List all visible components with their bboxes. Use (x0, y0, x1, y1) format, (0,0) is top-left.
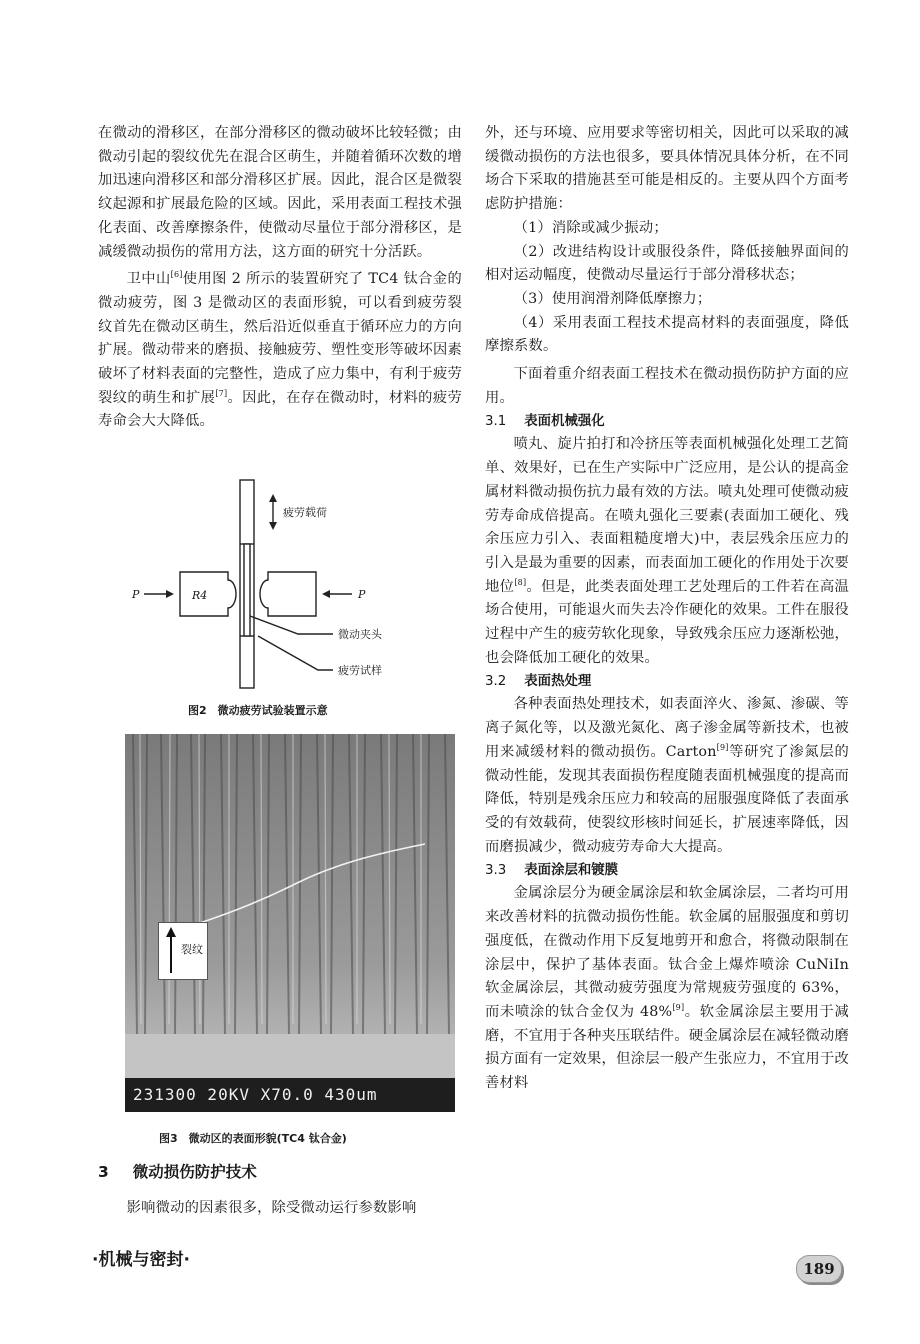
subsection-heading-3-1 (485, 410, 849, 433)
text-run: 。软金属涂层主要用于减磨，不宜用于各种夹压联结件。硬金属涂层在减轻微动磨损方面有一定效果，但涂层一般产生张应力，不宜用于改善材料 (485, 1003, 849, 1092)
section-number: 3 (98, 1163, 109, 1181)
text-run: 使用图 2 所示的装置研究了 TC4 钛合金的微动疲劳，图 3 是微动区的表面形貌，可以看到疲劳裂纹首先在微动区萌生，然后沿近似垂直于循环应力的方向扩展。微动带来的磨损、接触疲劳、塑性变形等破坏因素破坏了材料表面的完整性，造成了应力集中，有利于疲劳裂纹的萌生和扩展 (98, 271, 462, 406)
paragraph (485, 693, 849, 859)
section-3-intro (98, 1197, 462, 1221)
paragraph: 影响微动的因素很多，除受微动运行参数影响 (126, 1200, 417, 1216)
clamp-label: 微动夹头 (338, 628, 382, 641)
subsection-title: 表面涂层和镀膜 (524, 863, 619, 879)
subsection-title: 表面热处理 (524, 674, 592, 690)
list-item: （2）改进结构设计或服役条件，降低接触界面间的相对运动幅度，使微动尽量运行于部分滑移状态； (485, 243, 849, 284)
crack-label-box (158, 922, 208, 980)
subsection-heading-3-2 (485, 670, 849, 693)
subsection-number: 3.3 (485, 863, 507, 879)
specimen-leader (258, 636, 333, 670)
text-run: 金属涂层分为硬金属涂层和软金属涂层，二者均可用来改善材料的抗微动损伤性能。软金属的屈服强度和剪切强度低，在微动作用下反复地剪开和愈合，将微动限制在涂层中，保护了基体表面。钛合金上爆炸喷涂 CuNiIn 软金属涂层，其微动疲劳强度为常规疲劳强度的 63%，而未喷涂的钛合金仅为 48% (485, 885, 849, 1020)
specimen-label: 疲劳试样 (338, 664, 382, 677)
right-clamp (260, 572, 316, 616)
up-arrow-icon (161, 923, 181, 979)
journal-name: ·机械与密封· (92, 1250, 190, 1270)
section-3-heading (98, 1160, 257, 1182)
left-column (98, 122, 462, 434)
crack-label: 裂纹 (181, 943, 203, 956)
text-run: 喷丸、旋片拍打和冷挤压等表面机械强化处理工艺简单、效果好，已在生产实际中广泛应用，是公认的提高金属材料微动损伤抗力最有效的方法。喷丸处理可使微动疲劳寿命成倍提高。在喷丸强化三要素(表面加工硬化、残余压应力引入、表面粗糙度增大)中，表层残余压应力的引入是最为重要的因素，而表面加工硬化的作用处于次要地位 (485, 436, 849, 595)
citation: [9] (672, 1003, 685, 1013)
paragraph: 下面着重介绍表面工程技术在微动损伤防护方面的应用。 (485, 366, 849, 406)
page-number: 189 (796, 1255, 842, 1283)
subsection-heading-3-3 (485, 859, 849, 882)
figure-2-caption: 图2 微动疲劳试验装置示意 (188, 704, 328, 717)
citation: [6] (170, 270, 183, 280)
figure-3-caption: 图3 微动区的表面形貌(TC4 钛合金) (159, 1132, 347, 1145)
text-run: 等研究了渗氮层的微动性能，发现其表面损伤程度随表面机械强度的提高而降低，特别是残余压应力和较高的屈服强度降低了表面承受的有效载荷，使裂纹形核时间延长，扩展速率降低，因而磨损减少，微动疲劳寿命大大提高。 (485, 743, 849, 855)
figure-2-diagram (128, 476, 448, 721)
right-column (485, 122, 849, 1096)
paragraph: 在微动的滑移区，在部分滑移区的微动破坏比较轻微；由微动引起的裂纹优先在混合区萌生，并随着循环次数的增加迅速向滑移区和部分滑移区扩展。因此，混合区是微裂纹起源和扩展最危险的区域。因此，采用表面工程技术强化表面、改善摩擦条件，使微动尽量位于部分滑移区，是减缓微动损伤的常用方法，这方面的研究十分活跃。 (98, 125, 462, 260)
radius-label: R4 (192, 589, 208, 602)
paragraph (98, 268, 462, 434)
subsection-title: 表面机械强化 (524, 414, 605, 430)
text-run: 。因此，在存在微动时，材料的疲劳寿命会大大降低。 (98, 389, 462, 430)
list-item: （3）使用润滑剂降低摩擦力； (513, 290, 712, 307)
paragraph (485, 882, 849, 1095)
text-run: 各种表面热处理技术，如表面淬火、渗氮、渗碳、等离子氮化等，以及激光氮化、离子渗金属等新技术，也被用来减缓材料的微动损伤。Carton (485, 696, 849, 760)
force-label-right: P (358, 588, 366, 601)
citation: [8] (514, 577, 527, 587)
text-run: 。但是，此类表面处理工艺处理后的工件若在高温场合使用，可能退火而失去冷作硬化的效果。工件在服役过程中产生的疲劳软化现象，导致残余压应力逐渐松弛，也会降低加工硬化的效果。 (485, 578, 849, 666)
sem-info-bar: 231300 20KV X70.0 430um (125, 1078, 455, 1112)
paragraph: 外，还与环境、应用要求等密切相关，因此可以采取的减缓微动损伤的方法也很多，要具体情况具体分析，在不同场合下采取的措施甚至可能是相反的。主要从四个方面考虑防护措施： (485, 125, 849, 213)
list-item: （1）消除或减少振动； (513, 219, 668, 236)
force-label-left: P (132, 588, 140, 601)
left-clamp (180, 572, 236, 616)
load-label: 疲劳载荷 (283, 506, 327, 519)
paragraph (485, 433, 849, 670)
figure-3-sem-image (125, 734, 455, 1112)
text-run: 卫中山 (126, 271, 171, 288)
citation: [7] (215, 388, 228, 398)
citation: [9] (716, 743, 729, 753)
section-title: 微动损伤防护技术 (132, 1163, 257, 1181)
subsection-number: 3.2 (485, 674, 507, 690)
clamp-leader (250, 616, 333, 634)
subsection-number: 3.1 (485, 414, 507, 430)
list-item: （4）采用表面工程技术提高材料的表面强度，降低摩擦系数。 (485, 314, 849, 355)
